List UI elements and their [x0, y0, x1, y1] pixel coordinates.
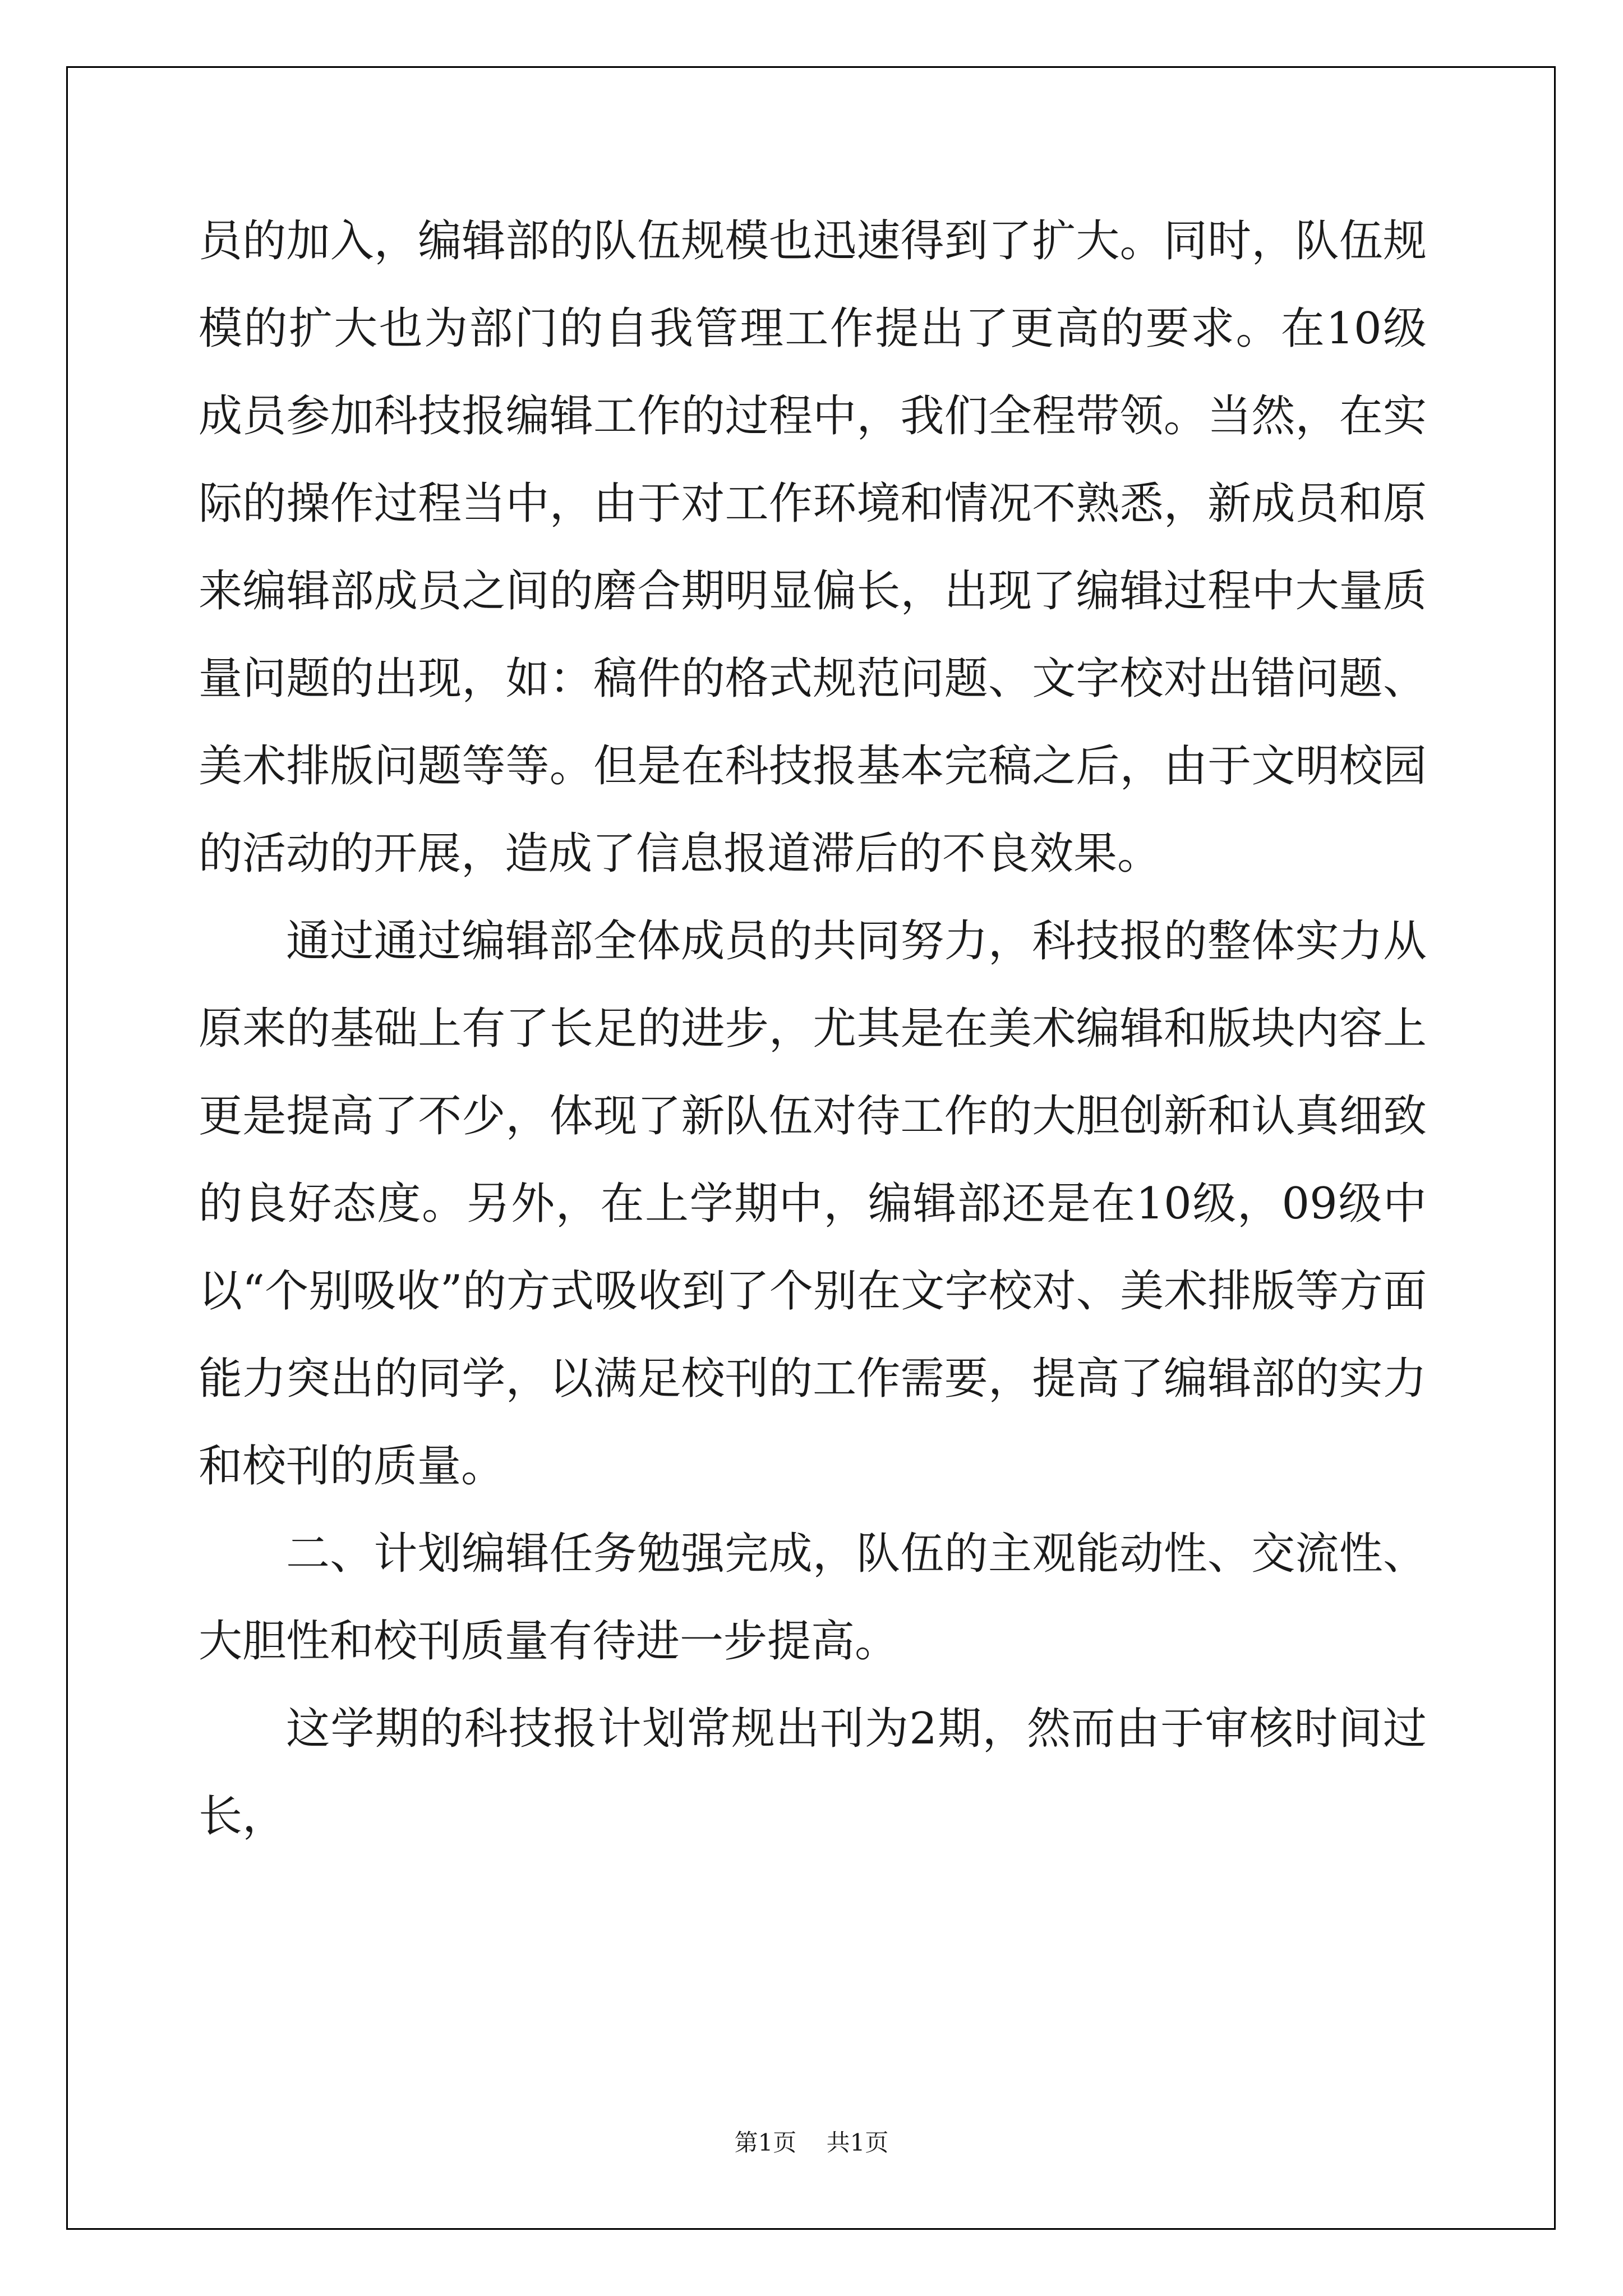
paragraph-3: 二、计划编辑任务勉强完成，队伍的主观能动性、交流性、大胆性和校刊质量有待进一步提高。 [199, 1529, 1427, 1667]
paragraph-1: 员的加入，编辑部的队伍规模也迅速得到了扩大。同时，队伍规模的扩大也为部门的自我管理工作提出了更高的要求。在10级成员参加科技报编辑工作的过程中，我们全程带领。当然，在实际的操作过程当中，由于对工作环境和情况不熟悉，新成员和原来编辑部成员之间的磨合期明显偏长，出现了编辑过程中大量质量问题的出现，如：稿件的格式规范问题、文字校对出错问题、美术排版问题等等。但是在科技报基本完稿之后，由于文明校园的活动的开展，造成了信息报道滞后的不良效果。 [199, 216, 1427, 879]
document-body [199, 197, 1427, 1860]
paragraph-2: 通过通过编辑部全体成员的共同努力，科技报的整体实力从原来的基础上有了长足的进步，尤其是在美术编辑和版块内容上更是提高了不少，体现了新队伍对待工作的大胆创新和认真细致的良好态度。另外，在上学期中，编辑部还是在10级，09级中以“个别吸收”的方式吸收到了个别在文字校对、美术排版等方面能力突出的同学，以满足校刊的工作需要，提高了编辑部的实力和校刊的质量。 [199, 916, 1427, 1492]
paragraph-4: 这学期的科技报计划常规出刊为2期，然而由于审核时间过长， [199, 1704, 1427, 1842]
page-footer: 第1页 共1页 [734, 2129, 889, 2156]
